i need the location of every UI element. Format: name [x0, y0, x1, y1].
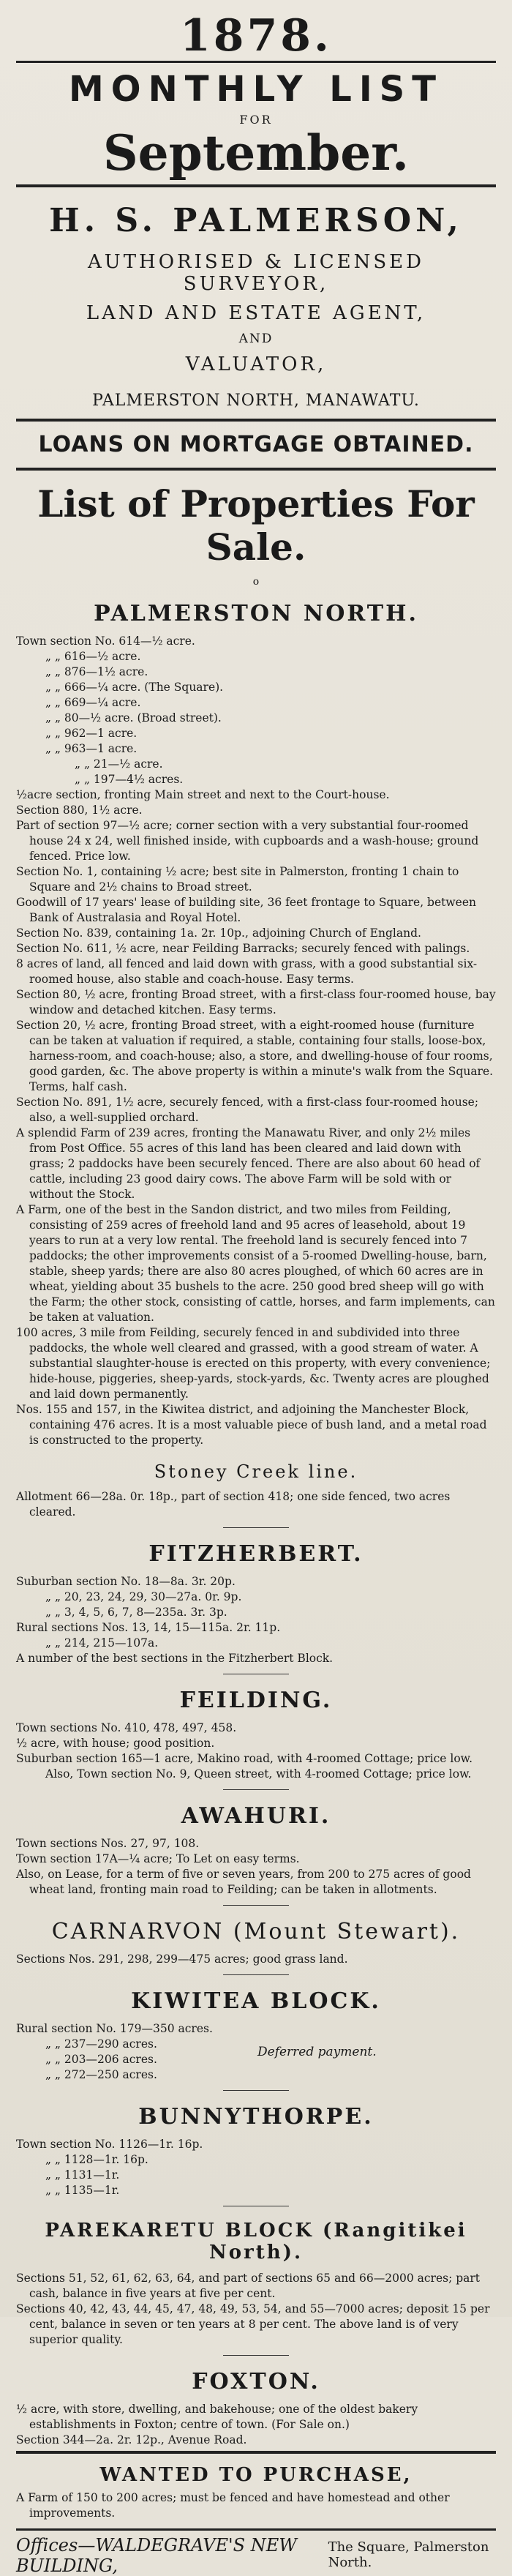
list-item: A number of the best sections in the Fitzherbert Block.	[16, 1651, 334, 1665]
section-title-foxton: FOXTON.	[192, 2368, 320, 2395]
agent-town: PALMERSTON NORTH, MANAWATU.	[92, 391, 420, 410]
ornament: o	[252, 575, 260, 588]
year: 1878.	[180, 10, 332, 61]
list-item: „ „ 1131—1r.	[45, 2168, 120, 2182]
divider	[223, 1789, 289, 1790]
list-item: ½ acre, with store, dwelling, and bakehouse; one of the oldest bakery establishments in Foxton; centre of town. (For Sale on.)	[16, 2402, 418, 2431]
month-title: September.	[103, 124, 409, 181]
palmerston-list	[16, 634, 496, 1448]
list-item: Section 880, 1½ acre.	[16, 803, 143, 817]
list-item: „ „ 666—¼ acre. (The Square).	[45, 680, 224, 694]
list-item: Section 20, ½ acre, fronting Broad street, with a eight-roomed house (furniture can be taken at valuation if required, a stable, containing four stalls, loose-box, harness-room, and coach-house; also, a store, and dwelling-house of four rooms, good garden, &c. The above property is within a minute's walk from the Square. Terms, half cash.	[16, 1018, 494, 1093]
list-item: A splendid Farm of 239 acres, fronting the Manawatu River, and only 2½ miles from Post Office. 55 acres of this land has been cleared and laid down with grass; 2 paddocks have been securely fenced. There are also about 60 head of cattle, including 23 good dairy cows. The above Farm will be sold with or without the Stock.	[16, 1126, 481, 1201]
list-item: 100 acres, 3 mile from Feilding, securely fenced in and subdivided into three paddocks, the whole well cleared and grassed, with a good stream of water. A substantial slaughter-house is erected on this property, with every convenience; hide-house, piggeries, sheep-yards, stock-yards, &c. Twenty acres are ploughed and laid down permanently.	[16, 1325, 491, 1401]
kiwitea-list	[16, 2021, 496, 2083]
list-item: Town sections No. 410, 478, 497, 458.	[16, 1721, 237, 1734]
list-item: ½acre section, fronting Main street and next to the Court-house.	[16, 787, 390, 801]
list-item: Town sections Nos. 27, 97, 108.	[16, 1836, 200, 1850]
list-item: „ „ 3, 4, 5, 6, 7, 8—235a. 3r. 3p.	[45, 1605, 227, 1619]
agent-line-2: LAND AND ESTATE AGENT,	[86, 302, 426, 324]
list-item: „ „ 214, 215—107a.	[45, 1636, 159, 1650]
section-title-awahuri: AWAHURI.	[181, 1802, 331, 1829]
list-item: Sections Nos. 291, 298, 299—475 acres; good grass land.	[16, 1952, 348, 1966]
divider	[223, 1974, 289, 1975]
list-item: „ „ 203—206 acres.	[45, 2052, 157, 2066]
list-item: „ „ 197—4½ acres.	[75, 772, 184, 786]
list-item: Part of section 97—½ acre; corner section with a very substantial four-roomed house 24 x 24, well finished inside, with cupboards and a wash-house; ground fenced. Price low.	[16, 818, 479, 863]
footer	[16, 2535, 496, 2576]
divider	[223, 2090, 289, 2091]
list-item: Suburban section No. 18—8a. 3r. 20p.	[16, 1574, 236, 1588]
list-item: „ „ 272—250 acres.	[45, 2067, 157, 2081]
header	[16, 10, 496, 588]
list-item: Rural section No. 179—350 acres.	[16, 2021, 213, 2035]
list-item: „ „ 1135—1r.	[45, 2183, 120, 2197]
list-item: „ „ 1128—1r. 16p.	[45, 2152, 148, 2166]
list-item: 8 acres of land, all fenced and laid down with grass, with a good substantial six-roomed house, also stable and coach-house. Easy terms.	[16, 956, 478, 986]
divider	[223, 1905, 289, 1906]
list-item: ½ acre, with house; good position.	[16, 1736, 215, 1750]
section-title-wanted: WANTED TO PURCHASE,	[99, 2463, 413, 2486]
list-item: Town section No. 614—½ acre.	[16, 634, 195, 648]
offices-address: The Square, Palmerston North.	[328, 2539, 489, 2570]
wanted-rule-top	[16, 2451, 496, 2454]
list-item: „ „ 21—½ acre.	[75, 757, 163, 771]
monthly-list-title: MONTHLY LIST	[69, 69, 443, 110]
loans-rule-top	[16, 419, 496, 422]
for-label: FOR	[239, 113, 273, 127]
section-title-bunnythorpe: BUNNYTHORPE.	[138, 2103, 374, 2130]
section-title-parekaretu: PAREKARETU BLOCK (Rangitikei North).	[45, 2219, 467, 2264]
list-item: „ „ 963—1 acre.	[45, 741, 138, 755]
agent-line-1: AUTHORISED & LICENSED SURVEYOR,	[88, 250, 424, 295]
and-label: AND	[238, 331, 274, 346]
list-item: „ „ 80—½ acre. (Broad street).	[45, 711, 222, 724]
list-title: List of Properties For Sale.	[37, 482, 475, 569]
list-item: „ „ 237—290 acres.	[45, 2037, 157, 2051]
divider	[223, 1527, 289, 1528]
section-title-stoney-creek: Stoney Creek line.	[154, 1461, 358, 1482]
list-item: Section 80, ½ acre, fronting Broad street, with a first-class four-roomed house, bay window and detached kitchen. Easy terms.	[16, 987, 496, 1016]
list-item: Sections 40, 42, 43, 44, 45, 47, 48, 49, 53, 54, and 55—7000 acres; deposit 15 per cent, balance in seven or ten years at 8 per cent. The above land is of very superior quality.	[16, 2302, 490, 2346]
section-title-palmerston: PALMERSTON NORTH.	[94, 600, 418, 626]
list-item: Suburban section 165—1 acre, Makino road, with 4-roomed Cottage; price low.	[16, 1751, 473, 1765]
section-title-feilding: FEILDING.	[179, 1687, 333, 1713]
list-item: Also, Town section No. 9, Queen street, with 4-roomed Cottage; price low.	[45, 1767, 472, 1781]
list-item: Also, on Lease, for a term of five or seven years, from 200 to 275 acres of good wheat land, fronting main road to Feilding; can be taken in allotments.	[16, 1867, 471, 1896]
loans-rule-bottom	[16, 468, 496, 471]
kiwitea-note: Deferred payment.	[257, 2044, 377, 2059]
section-title-kiwitea: KIWITEA BLOCK.	[131, 1988, 381, 2014]
list-item: Section No. 839, containing 1a. 2r. 10p., adjoining Church of England.	[16, 926, 421, 940]
list-item: Goodwill of 17 years' lease of building site, 36 feet frontage to Square, between Bank of Australasia and Royal Hotel.	[16, 895, 476, 924]
list-item: Town section No. 1126—1r. 16p.	[16, 2137, 203, 2151]
divider	[223, 2355, 289, 2356]
list-item: Section No. 611, ½ acre, near Feilding Barracks; securely fenced with palings.	[16, 941, 470, 955]
list-item: Town section 17A—¼ acre; To Let on easy terms.	[16, 1852, 300, 1865]
list-item: Sections 51, 52, 61, 62, 63, 64, and part of sections 65 and 66—2000 acres; part cash, balance in five years at five per cent.	[16, 2271, 481, 2300]
section-title-carnarvon: CARNARVON (Mount Stewart).	[51, 1918, 461, 1944]
list-item: Section No. 1, containing ½ acre; best site in Palmerston, fronting 1 chain to Square and 2½ chains to Broad street.	[16, 864, 459, 894]
footer-rule	[16, 2528, 496, 2531]
section-title-fitzherbert: FITZHERBERT.	[148, 1540, 364, 1567]
list-item: „ „ 962—1 acre.	[45, 726, 138, 740]
list-item: „ „ 20, 23, 24, 29, 30—27a. 0r. 9p.	[45, 1590, 242, 1603]
list-item: Section No. 891, 1½ acre, securely fenced, with a first-class four-roomed house; also, a well-supplied orchard.	[16, 1095, 479, 1124]
list-item: „ „ 616—½ acre.	[45, 649, 141, 663]
offices-label: Offices—WALDEGRAVE'S NEW BUILDING,	[16, 2534, 297, 2576]
list-item: Nos. 155 and 157, in the Kiwitea district, and adjoining the Manchester Block, containing 476 acres. It is a most valuable piece of bush land, and a metal road is constructed to the property.	[16, 1402, 487, 1447]
list-item: A Farm of 150 to 200 acres; must be fenced and have homestead and other improvements.	[16, 2490, 450, 2520]
loans-heading: LOANS ON MORTGAGE OBTAINED.	[38, 431, 474, 457]
list-item: Rural sections Nos. 13, 14, 15—115a. 2r. 11p.	[16, 1620, 281, 1634]
list-item: „ „ 669—¼ acre.	[45, 695, 141, 709]
agent-line-3: VALUATOR,	[185, 353, 327, 375]
list-item: „ „ 876—1½ acre.	[45, 664, 148, 678]
header-rule-2	[16, 184, 496, 187]
list-item: A Farm, one of the best in the Sandon district, and two miles from Feilding, consisting of 259 acres of freehold land and 95 acres of leasehold, about 19 years to run at a very low rental. The freehold land is securely fenced into 7 paddocks; the other improvements consist of a 5-roomed Dwelling-house, barn, stable, sheep yards; there are also 80 acres ploughed, of which 60 acres are in wheat, yielding about 35 bushels to the acre. 250 good bred sheep will go with the Farm; the other stock, consisting of cattle, horses, and farm implements, can be taken at valuation.	[16, 1202, 495, 1324]
list-item: Section 344—2a. 2r. 12p., Avenue Road.	[16, 2433, 247, 2446]
list-item: Allotment 66—28a. 0r. 18p., part of section 418; one side fenced, two acres cleared.	[16, 1489, 451, 1519]
agent-name: H. S. PALMERSON,	[49, 201, 463, 239]
